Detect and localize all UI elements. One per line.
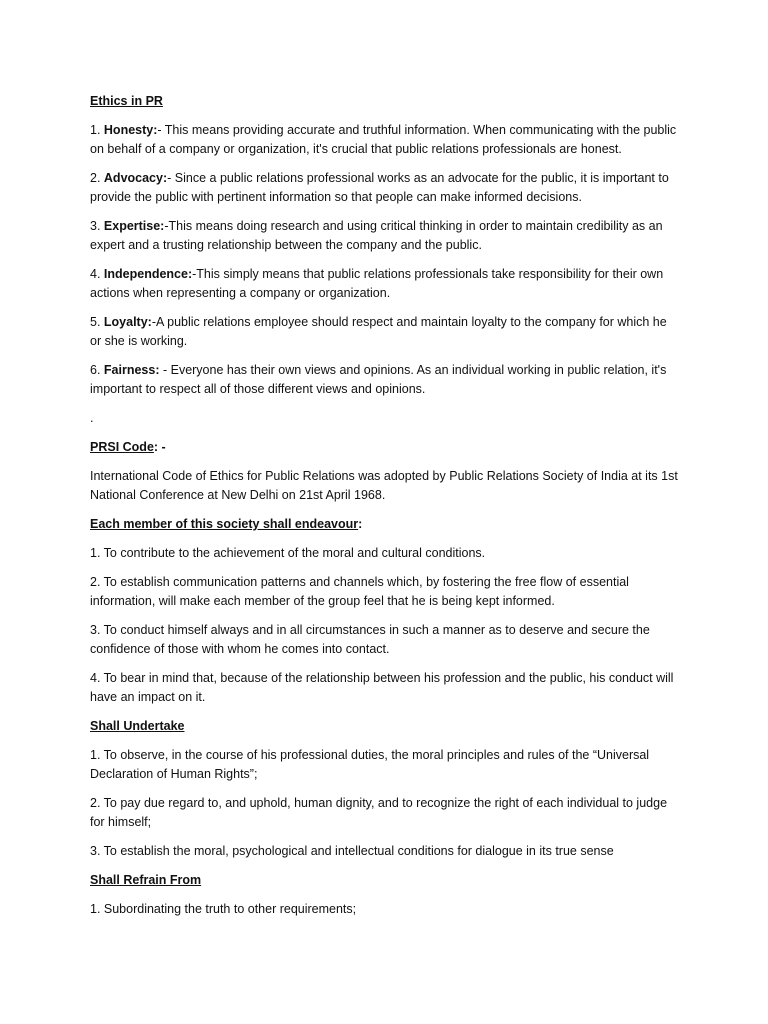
prsi-heading: PRSI Code <box>90 440 154 454</box>
undertake-item-3: 3. To establish the moral, psychological and intellectual conditions for dialogue in its true sense <box>90 844 614 858</box>
item-title: Loyalty: <box>103 315 152 329</box>
item-text: - This means providing accurate and truthful information. When communicating with the public on behalf of a company or organization, it's crucial that public relations professionals are honest. <box>90 123 677 156</box>
endeavour-heading-line <box>90 515 680 534</box>
item-title: Fairness: <box>103 363 160 377</box>
prsi-heading-suffix: : - <box>153 440 166 454</box>
separator-dot: . <box>90 411 94 425</box>
prsi-intro: International Code of Ethics for Public Relations was adopted by Public Relations Society of India at its 1st National Conference at New Delhi on 21st April 1968. <box>90 469 678 502</box>
item-text: -This means doing research and using critical thinking in order to maintain credibility as an expert and a trusting relationship between the company and the public. <box>90 219 663 252</box>
item-text: -A public relations employee should respect and maintain loyalty to the company for which he or she is working. <box>90 315 667 348</box>
item-number: 2. <box>90 171 104 185</box>
item-number: 4. <box>90 267 104 281</box>
document-page <box>90 92 680 929</box>
endeavour-item-3: 3. To conduct himself always and in all circumstances in such a manner as to deserve and secure the confidence of those with whom he comes into contact. <box>90 623 650 656</box>
refrain-heading: Shall Refrain From <box>90 873 202 887</box>
item-title: Advocacy: <box>103 171 168 185</box>
item-title: Expertise: <box>103 219 165 233</box>
ethics-heading: Ethics in PR <box>90 94 163 108</box>
endeavour-heading-suffix: : <box>358 517 363 531</box>
endeavour-item-4: 4. To bear in mind that, because of the relationship between his profession and the public, his conduct will have an impact on it. <box>90 671 674 704</box>
undertake-heading: Shall Undertake <box>90 719 185 733</box>
ethics-item-expertise <box>90 217 680 255</box>
item-number: 1. <box>90 123 104 137</box>
ethics-item-loyalty <box>90 313 680 351</box>
item-text: - Everyone has their own views and opinions. As an individual working in public relation, it's important to respect all of those different views and opinions. <box>90 363 667 396</box>
item-title: Independence: <box>103 267 193 281</box>
ethics-item-honesty <box>90 121 680 159</box>
ethics-item-fairness <box>90 361 680 399</box>
refrain-item-1: 1. Subordinating the truth to other requirements; <box>90 902 357 916</box>
endeavour-heading: Each member of this society shall endeavour <box>90 517 359 531</box>
ethics-item-advocacy <box>90 169 680 207</box>
item-number: 6. <box>90 363 104 377</box>
item-number: 3. <box>90 219 104 233</box>
endeavour-item-1: 1. To contribute to the achievement of the moral and cultural conditions. <box>90 546 486 560</box>
item-number: 5. <box>90 315 104 329</box>
prsi-heading-line <box>90 438 680 457</box>
endeavour-item-2: 2. To establish communication patterns and channels which, by fostering the free flow of essential information, will make each member of the group feel that he is being kept informed. <box>90 575 629 608</box>
undertake-item-2: 2. To pay due regard to, and uphold, human dignity, and to recognize the right of each individual to judge for himself; <box>90 796 668 829</box>
item-text: -This simply means that public relations professionals take responsibility for their own actions when representing a company or organization. <box>90 267 664 300</box>
item-text: - Since a public relations professional works as an advocate for the public, it is important to provide the public with pertinent information so that people can make informed decisions. <box>90 171 669 204</box>
undertake-item-1: 1. To observe, in the course of his professional duties, the moral principles and rules of the “Universal Declaration of Human Rights”; <box>90 748 650 781</box>
item-title: Honesty: <box>103 123 158 137</box>
ethics-item-independence <box>90 265 680 303</box>
